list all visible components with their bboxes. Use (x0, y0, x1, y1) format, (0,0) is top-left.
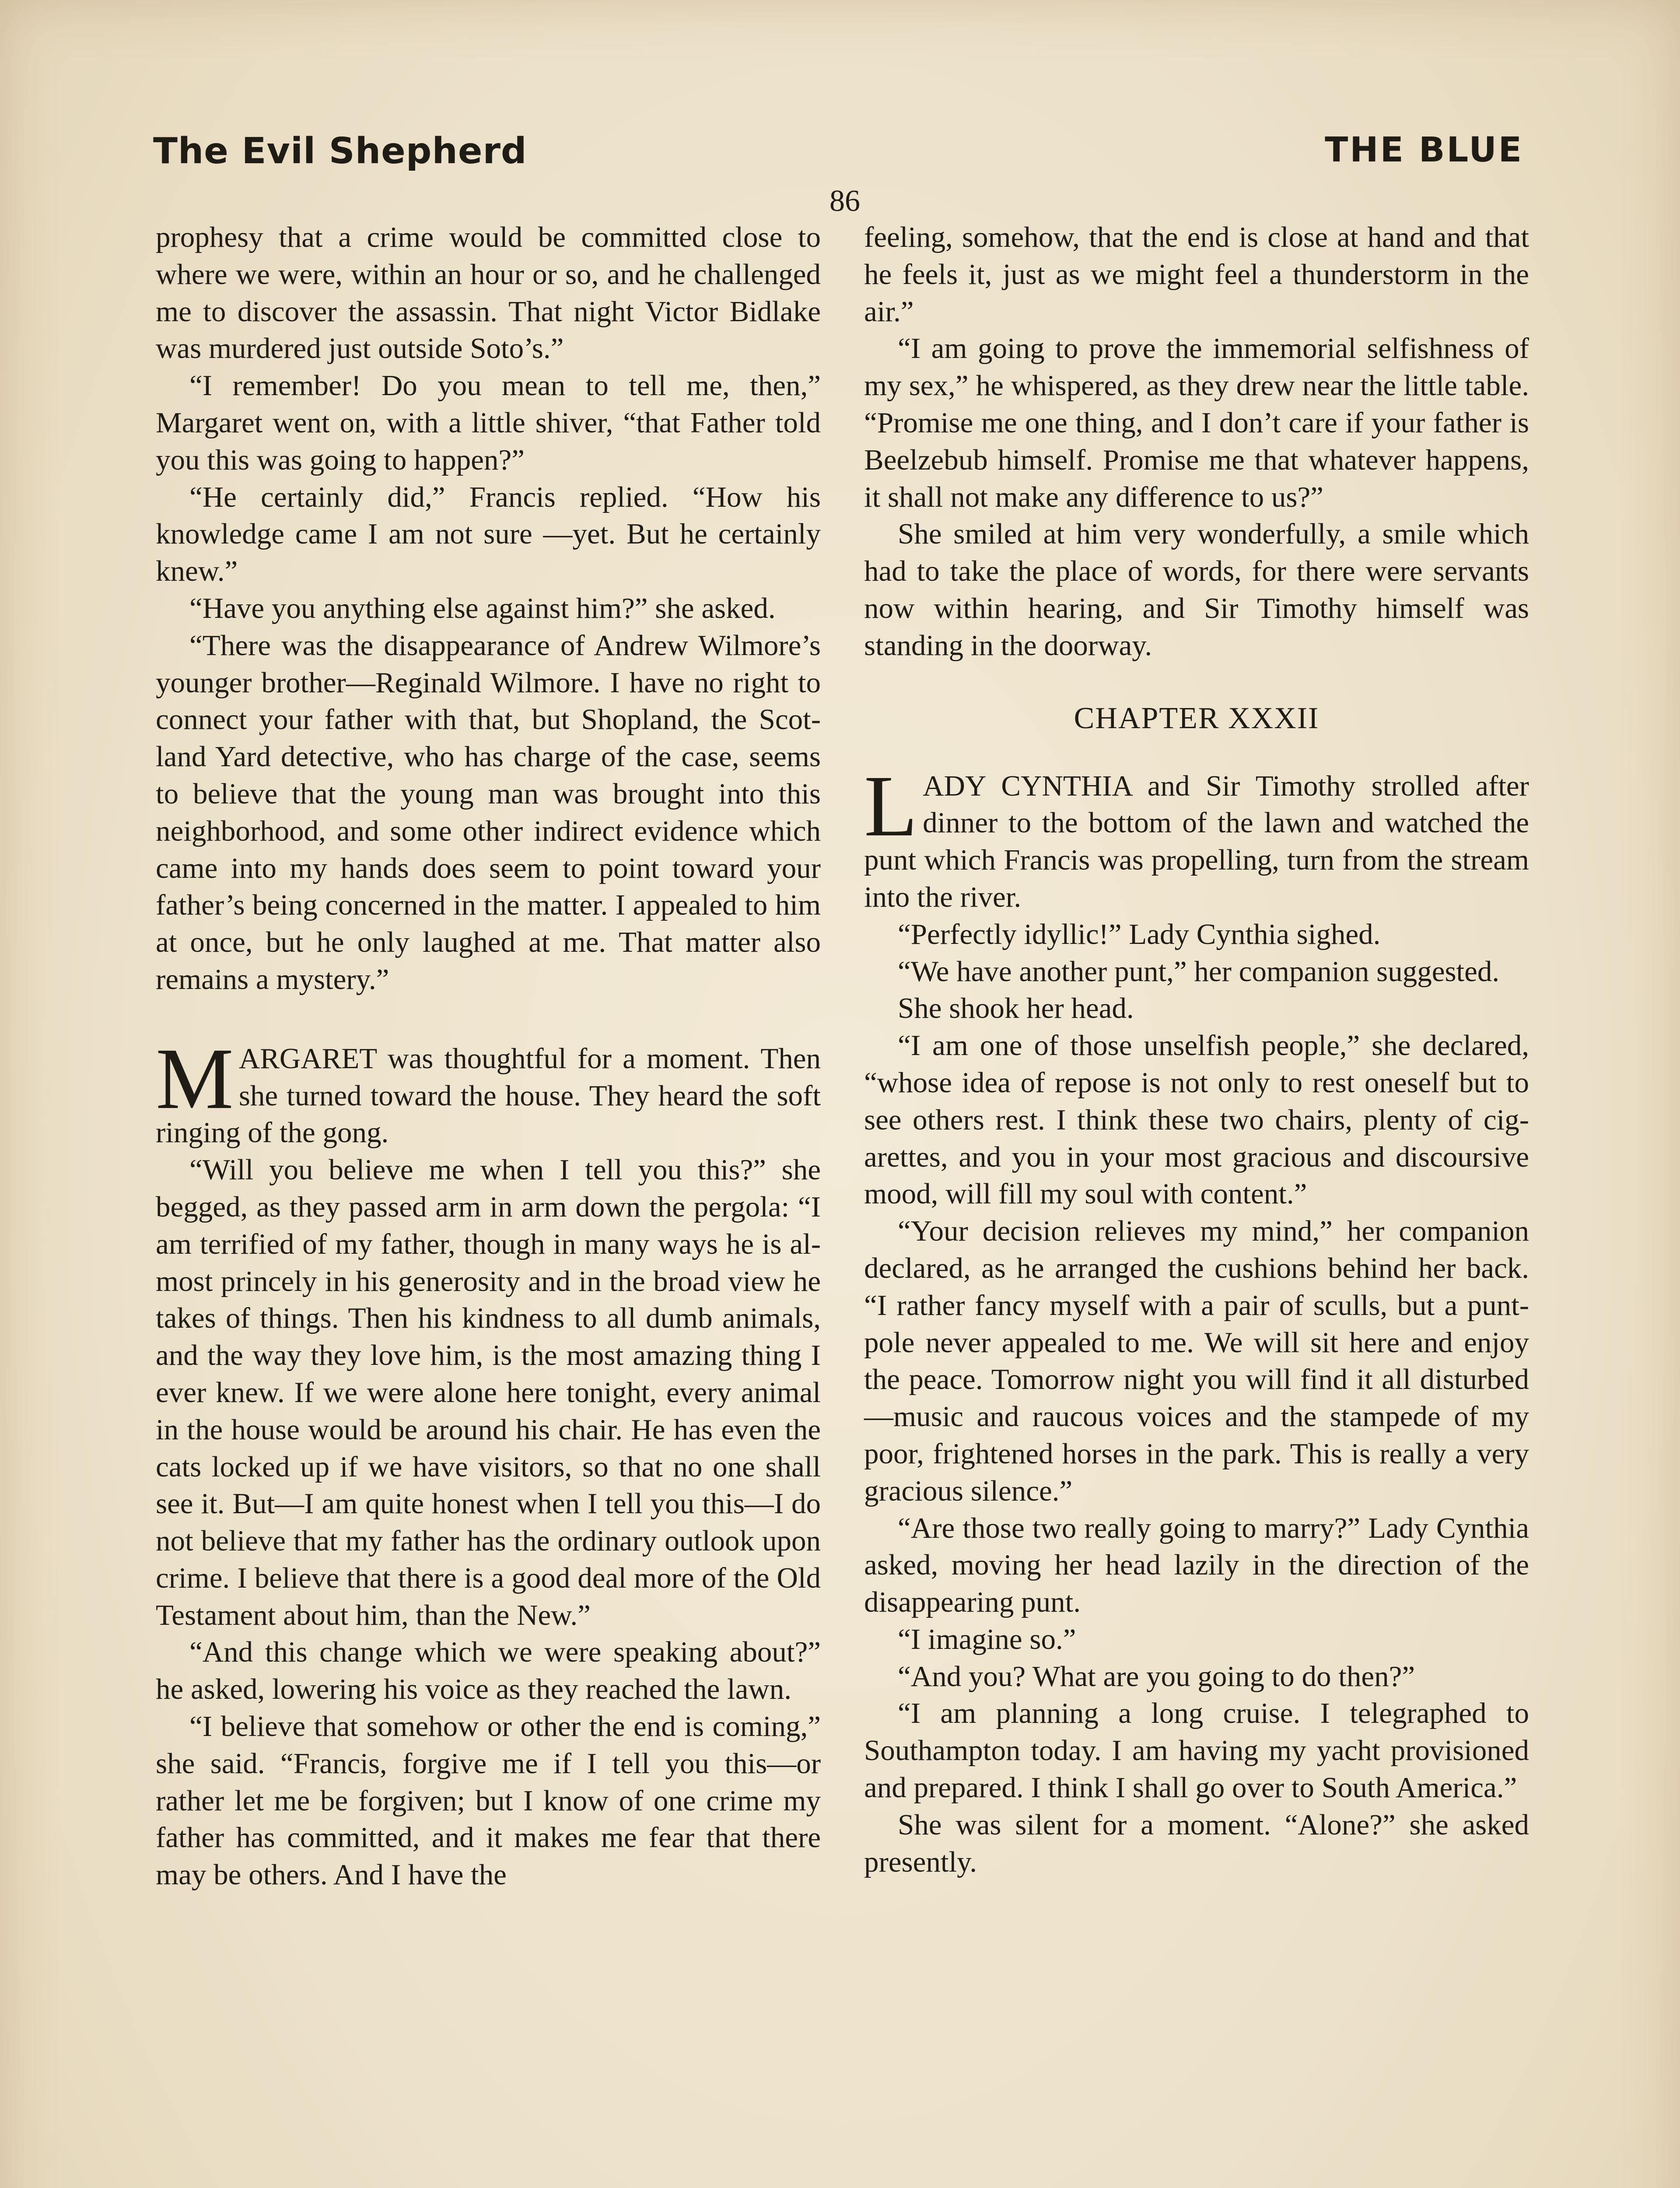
paragraph: She shook her head. (898, 992, 1134, 1025)
drop-cap: M (156, 1030, 234, 1127)
paragraph: She was silent for a moment. “Alone?” she asked presently. (864, 1808, 1529, 1878)
paragraph: “We have another punt,” her companion suggested. (898, 955, 1500, 988)
paragraph: “I am one of those unselfish people,” she declared, “whose idea of repose is not only to rest oneself but to see others rest. I think these two chairs, plenty of cigarettes, and you in your most gracious and discoursive mood, will fill my soul with content.” (864, 1029, 1529, 1210)
paragraph: “Are those two really going to marry?” Lady Cynthia asked, moving her head lazily in the direction of the disappearing punt. (864, 1511, 1529, 1619)
paragraph: “Will you believe me when I tell you this?” she begged, as they passed arm in arm down the pergola: “I am terrified of my father, though in many ways he is almost princely in his generosity and in the broad view he takes of things. Then his kindness to all dumb animals, and the way they love him, is the most amazing thing I ever knew. If we were alone here tonight, every animal in the house would be around his chair. He has even the cats locked up if we have visitors, so that no one shall see it. But—I am quite honest when I tell you this—I do not believe that my father has the ordinary outlook upon crime. I believe that there is a good deal more of the Old Testament about him, than the New.” (156, 1154, 821, 1631)
paragraph: “Your decision relieves my mind,” her companion declared, as he arranged the cushions behind her back. “I rather fancy myself with a pair of sculls, but a puntpole never appealed to me. We will sit here and enjoy the peace. Tomorrow night you will find it all disturbed—music and raucous voices and the stampede of my poor, frightened horses in the park. This is really a very gracious silence.” (864, 1215, 1529, 1507)
paragraph: “And this change which we were speaking about?” he asked, lowering his voice as they reached the lawn. (156, 1636, 821, 1706)
drop-cap-paragraph (864, 757, 1529, 916)
right-column (864, 219, 1529, 1880)
section-break (156, 998, 821, 1040)
paragraph: “I am going to prove the immemorial selfishness of my sex,” he whispered, as they drew near the little table. “Promise me one thing, and I don’t care if your father is Beelzebub himself. Promise me that whatever happens, it shall not make any difference to us?” (864, 332, 1529, 513)
paragraph: “He certainly did,” Francis replied. “How his knowledge came I am not sure —yet. But he certainly knew.” (156, 480, 821, 588)
paragraph: prophesy that a crime would be committed close to where we were, within an hour or so, and he challenged me to discover the assassin. That night Victor Bidlake was murdered just outside Soto’s.” (156, 221, 821, 365)
paragraph: “I believe that somehow or other the end is coming,” she said. “Francis, forgive me if I tell you this—or rather let me be forgiven; but I know of one crime my father has committed, and it makes me fear that there may be others. And I have the (156, 1710, 821, 1891)
page-number: 86 (830, 184, 860, 218)
paragraph: She smiled at him very wonderfully, a smile which had to take the place of words, for there were servants now within hearing, and Sir Timothy himself was standing in the doorway. (864, 518, 1529, 662)
running-head-title: The Evil Shepherd (153, 130, 527, 172)
paragraph: “Have you anything else against him?” she asked. (189, 592, 776, 624)
paragraph: “There was the disappearance of Andrew Wilmore’s younger brother—Reginald Wilmore. I have no right to connect your father with that, but Shopland, the Scotland Yard detective, who has charge of the case, seems to believe that the young man was brought into this neighborhood, and some other indirect evidence which came into my hands does seem to point toward your father’s being concerned in the matter. I appealed to him at once, but he only laughed at me. That matter also remains a mystery.” (156, 629, 821, 996)
drop-cap: L (864, 757, 918, 855)
left-column (156, 219, 821, 1893)
drop-cap-paragraph (156, 1030, 821, 1151)
paragraph: “And you? What are you going to do then?” (898, 1660, 1415, 1693)
paragraph: “I am planning a long cruise. I telegraphed to Southampton today. I am having my yacht provisioned and prepared. I think I shall go over to South America.” (864, 1697, 1529, 1804)
paragraph: “Perfectly idyllic!” Lady Cynthia sighed. (898, 918, 1381, 950)
paragraph: “I imagine so.” (898, 1623, 1076, 1655)
drop-cap-paragraph-text: ARGARET was thoughtful for a moment. Then she turned toward the house. They heard the soft ringing of the gong. (156, 1042, 821, 1149)
chapter-heading: CHAPTER XXXII (1074, 701, 1320, 735)
paragraph: “I remember! Do you mean to tell me, then,” Margaret went on, with a little shiver, “that Father told you this was going to happen?” (156, 369, 821, 476)
paragraph: feeling, somehow, that the end is close at hand and that he feels it, just as we might feel a thunderstorm in the air.” (864, 221, 1529, 328)
drop-cap-paragraph-text: ADY CYNTHIA and Sir Timothy strolled after dinner to the bottom of the lawn and watched the punt which Francis was propelling, turn from the stream into the river. (864, 769, 1529, 913)
running-head-magazine: THE BLUE (1325, 130, 1523, 170)
